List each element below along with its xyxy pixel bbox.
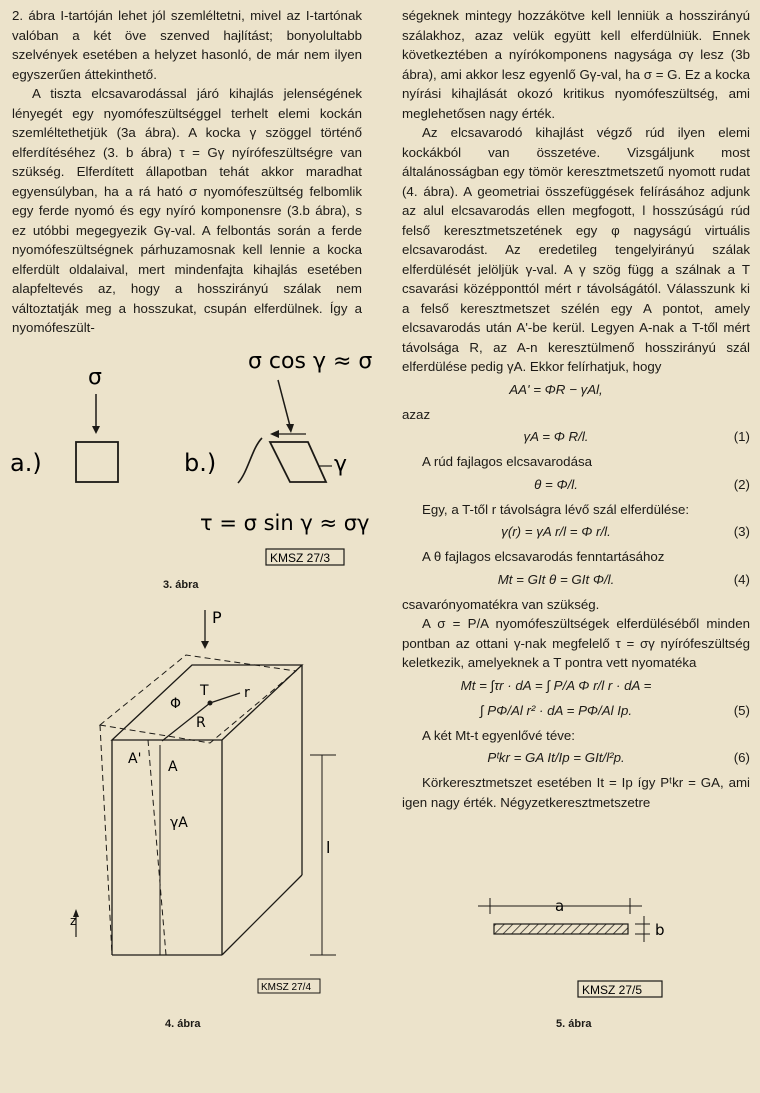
equation-1-number: (1)	[733, 429, 750, 444]
fig4-twisted-fiber	[148, 740, 166, 955]
fig5-caption: 5. ábra	[556, 1018, 592, 1030]
right-paragraph-4: Körkeresztmetszet esetében It = Ip így Pᵗkr = GA, ami igen nagy érték. Négyzetkeresztmetszetre	[402, 775, 750, 810]
fig3-cos-arrow	[278, 380, 290, 426]
fig4-P-label: P	[212, 608, 222, 627]
figure-5	[470, 890, 700, 1010]
fig3-b-label: b.)	[184, 449, 217, 477]
figure-3	[0, 340, 380, 600]
fig4-l-label: l	[326, 838, 331, 857]
fig4-twisted-left-edge	[100, 725, 112, 955]
text-3: Egy, a T-től r távolságra lévő szál elferdülése:	[422, 501, 690, 517]
fig4-stamp: KMSZ 27/4	[261, 982, 312, 993]
equation-5b-body: ∫ PΦ/Al r² · dA = PΦ/Al Ip.	[479, 702, 633, 718]
fig4-T-label: T	[200, 683, 209, 699]
fig3-diagonal	[270, 442, 290, 482]
left-paragraph-2: A tiszta elcsavarodással járó kihajlás jelenségének lényegét egy nyomófeszültséggel terhelt elemi kockán szemléltethetjük (3a ábra). A kocka γ szöggel történő elferdítéséhez (3. b ábra) τ = Gγ nyírófeszültségre van szükség. Elferdített állapotban tehát akkor maradhat egyensúlyban, ha a rá ható σ nyomófeszültség felbomlik egy ferde nyomó és egy nyíró komponensre (3.b ábra), s ez utóbbi megegyezik Gγ-val. A felbontás során a ferde nyomófeszültségnek párhuzamosnak kell lennie a kocka elferdült oldalaival, mert mindenfajta kihajlás esetében alapfeltevés az, hogy a hosszirányú szálak nem változtatják meg a hosszukat, csupán elferdülnek. Így a nyomófeszült-	[12, 86, 362, 335]
fig3-stamp: KMSZ 27/3	[270, 551, 331, 565]
fig4-bottom-side-edge	[222, 875, 302, 955]
equation-6-number: (6)	[733, 750, 750, 765]
equation-6-body: Pᵗkr = GA It/Ip = GIt/l²p.	[487, 750, 625, 765]
fig5-cross-section	[494, 924, 628, 934]
right-paragraph-3: A σ = P/A nyomófeszültségek elferdüléséből minden pontban az ottani γ-nak megfelelő τ = σγ nyírófeszültség keletkezik, amelyeknek a T pontra vett nyomatéka	[402, 616, 750, 670]
fig4-top-face	[112, 665, 302, 740]
fig3-sigma-arrowhead	[92, 426, 100, 434]
left-paragraph-1: 2. ábra I-tartóján lehet jól szemléltetni, mivel az I-tartónak valóban a két öve szenved hajlítást; bonyolultabb szelvények esetében a helyzet hasonló, de már nem ilyen egyszerűen áttekinthető.	[12, 8, 362, 82]
fig3-formula-top: σ cos γ ≈ σ	[248, 349, 373, 374]
fig4-r-line	[210, 693, 240, 703]
equation-5a-body: Mt = ∫τr · dA = ∫ P/A Φ r/l r · dA =	[460, 677, 652, 693]
fig5-b-label: b	[655, 921, 665, 939]
fig4-caption: 4. ábra	[165, 1018, 201, 1030]
fig3-cos-arrowhead	[286, 424, 294, 433]
text-2: A rúd fajlagos elcsavarodása	[422, 454, 593, 469]
fig3-formula-bottom: τ = σ sin γ ≈ σγ	[200, 511, 370, 535]
fig3-a-label: a.)	[10, 449, 42, 477]
fig4-R-label: R	[196, 715, 206, 731]
fig4-gamma-A-label: γA	[170, 815, 188, 831]
equation-4-number: (4)	[733, 571, 750, 587]
fig3-curve	[238, 438, 262, 483]
fig3-gamma-label: γ	[334, 452, 348, 477]
text-6: A két Mt-t egyenlővé téve:	[422, 727, 575, 743]
equation-5-number: (5)	[733, 702, 750, 718]
right-paragraph-1: ségeknek mintegy hozzákötve kell lenniük a hosszirányú szálakhoz, azaz velük együtt kell elferdülniük. Ennek következtében a nyírókomponens nagysága σγ lesz (3b ábra), ami akkor lesz egyenlő Gγ-val, ha σ = G. Ez a kocka nyírási kihajlását okozó kritikus nyomófeszültség, ami meglehetősen nagy érték.	[402, 8, 750, 121]
fig4-r-label: r	[244, 685, 250, 701]
fig3-shear-arrowhead	[270, 430, 279, 438]
equation-3	[402, 522, 750, 544]
equation-3-body: γ(r) = γA r/l = Φ r/l.	[501, 524, 611, 539]
fig4-A-prime-label: A'	[128, 751, 142, 767]
equation-0	[402, 380, 750, 402]
figure-4	[0, 605, 380, 1015]
equation-0-body: AA' = ΦR − γAl,	[509, 381, 603, 397]
equation-2-number: (2)	[733, 476, 750, 492]
fig3-sheared-cube	[270, 442, 326, 482]
fig5-a-label: a	[555, 897, 565, 915]
right-column	[402, 6, 750, 812]
equation-5a	[402, 676, 750, 698]
fig5-stamp: KMSZ 27/5	[582, 983, 643, 997]
equation-1-body: γA = Φ R/l.	[523, 429, 589, 444]
fig3-sigma-label: σ	[88, 365, 102, 390]
equation-3-number: (3)	[733, 524, 750, 539]
equation-2	[402, 475, 750, 497]
fig3-caption: 3. ábra	[163, 579, 199, 591]
text-5: csavarónyomatékra van szükség.	[402, 596, 600, 612]
equation-1	[402, 427, 750, 449]
left-column	[12, 6, 362, 338]
fig3-cube-a	[76, 442, 118, 482]
equation-6	[402, 748, 750, 770]
text-4: A θ fajlagos elcsavarodás fenntartásához	[422, 549, 665, 564]
fig4-P-arrowhead	[201, 641, 209, 649]
azaz-text: azaz	[402, 406, 431, 422]
fig4-A-label: A	[168, 759, 178, 775]
equation-5b	[402, 701, 750, 723]
fig4-phi-label: Φ	[170, 696, 182, 712]
equation-2-body: θ = Φ/l.	[534, 476, 578, 492]
equation-4-body: Mt = GIt θ = GIt Φ/l.	[497, 571, 615, 587]
fig4-z-label: z	[70, 914, 77, 928]
equation-4	[402, 570, 750, 592]
right-paragraph-2: Az elcsavarodó kihajlást végző rúd ilyen elemi kockákból van összetéve. Vizsgáljunk most általánosságban egy tömör keresztmetszetű nyomott rudat (4. ábra). A geometriai összefüggések felírásához adjunk az alul elcsavarodás ellen megfogott, l hosszúságú rúd felső keresztmetszetének egy φ nagyságú virtuális elcsavarodást. Az eredetileg tengelyirányú szálak elferdülését jelöljük γ-val. A γ szög függ a szálnak a T csavarási középponttól mért r távolságától. Válasszunk ki a felső keresztmetszet szélén egy A pontot, amely elcsavarodás után A'-be kerül. Legyen A-nak a T-től mért távolsága R, az A-n keresztülmenő hosszirányú szál elferdülése pedig γA. Ekkor felírhatjuk, hogy	[402, 125, 750, 374]
